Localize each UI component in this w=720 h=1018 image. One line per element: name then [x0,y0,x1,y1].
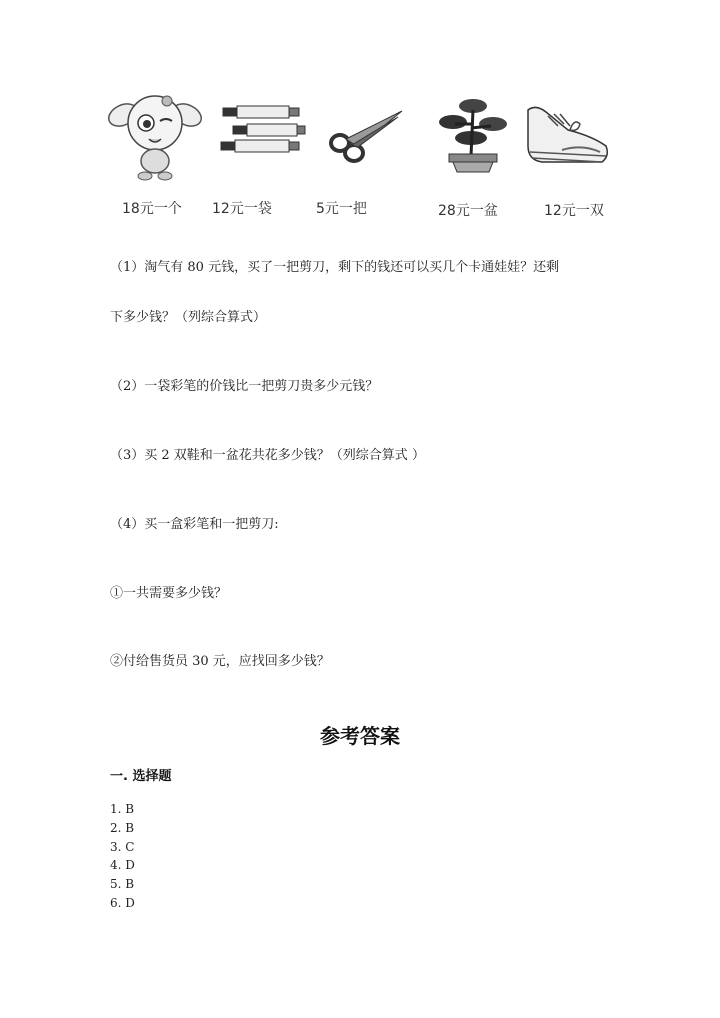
question-4-sub-2: ②付给售货员 30 元，应找回多少钱？ [110,654,330,669]
answer-item: 1. B [110,802,135,816]
answer-item: 3. C [110,839,135,854]
product-markers [215,100,310,170]
price-doll: 18元一个 [122,201,182,217]
product-doll [105,85,215,190]
question-2: （2）一袋彩笔的价钱比一把剪刀贵多少元钱？ [110,379,379,394]
question-4: （4）买一盒彩笔和一把剪刀: [110,517,279,532]
price-sneaker: 12元一双 [544,203,604,219]
question-1-line-2: 下多少钱？（列综合算式） [110,310,267,325]
product-bonsai [433,96,518,176]
price-bonsai: 28元一盆 [438,203,498,219]
scissors-icon [328,105,406,165]
answer-item: 2. B [110,820,135,835]
product-sneaker [522,100,614,175]
question-4-sub-1: ①一共需要多少钱？ [110,586,228,601]
price-markers: 12元一袋 [212,201,272,217]
answer-item: 5. B [110,877,135,892]
product-scissors [328,105,408,170]
answer-item: 6. D [110,895,135,910]
markers-icon [215,100,307,160]
question-1-line-1: （1）淘气有 80 元钱，买了一把剪刀，剩下的钱还可以买几个卡通娃娃？还剩 [110,260,560,275]
answer-key-title: 参考答案 [320,724,400,748]
answer-list [110,800,135,913]
question-3: （3）买 2 双鞋和一盆花共花多少钱？（列综合算式 ） [110,448,425,463]
sneaker-icon [522,100,612,172]
answer-item: 4. D [110,858,135,873]
price-scissors: 5元一把 [316,201,367,217]
cartoon-doll-icon [105,85,205,185]
section-heading-choice: 一. 选择题 [110,769,172,784]
product-illustrations [0,0,720,230]
bonsai-plant-icon [433,96,513,174]
